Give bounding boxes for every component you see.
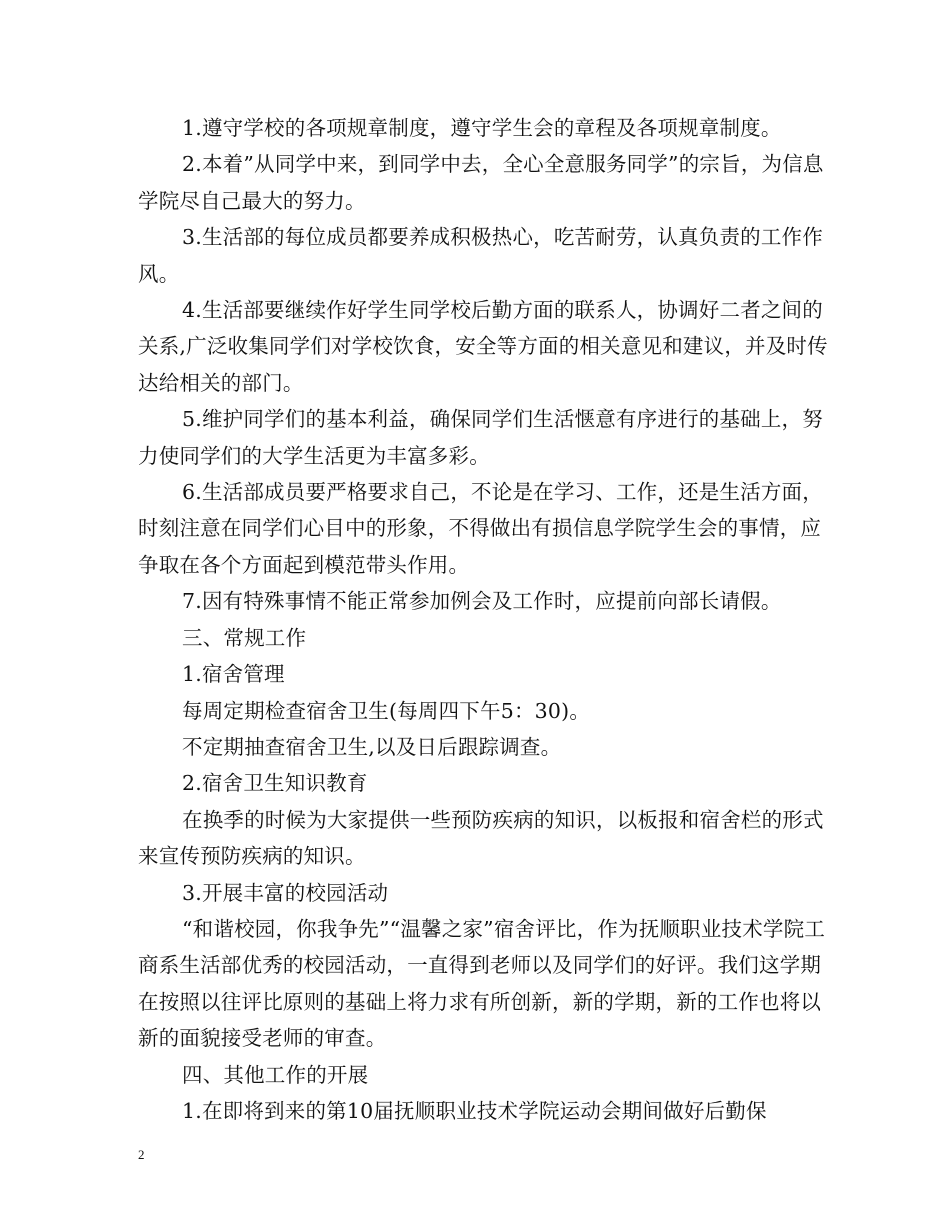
section-heading-routine-work: 三、常规工作 [182,625,307,650]
subheading-hygiene-education: 2.宿舍卫生知识教育 [182,771,368,796]
rule-1-paragraph: 1.遵守学校的各项规章制度，遵守学生会的章程及各项规章制度。 [182,116,782,140]
rule-6-paragraph: 6.生活部成员要严格要求自己，不论是在学习、工作，还是生活方面，时刻注意在同学们心目中的形象，不得做出有损信息学院学生会的事情，应争取在各个方面起到模范带头作用。 [138,480,823,577]
spot-check-paragraph: 不定期抽查宿舍卫生,以及日后跟踪调查。 [182,734,562,759]
subheading-campus-activities: 3.开展丰富的校园活动 [182,880,389,905]
section-heading-other-work: 四、其他工作的开展 [182,1062,369,1087]
rule-3-paragraph: 3.生活部的每位成员都要养成积极热心，吃苦耐劳，认真负责的工作作风。 [138,225,823,286]
sports-meet-paragraph: 1.在即将到来的第10届抚顺职业技术学院运动会期间做好后勤保 [182,1098,767,1123]
dorm-inspection-paragraph: 每周定期检查宿舍卫生(每周四下午5：30)。 [182,698,591,723]
subheading-dorm-management: 1.宿舍管理 [182,662,285,687]
page-number: 2 [138,1147,145,1162]
rule-7-paragraph: 7.因有特殊事情不能正常参加例会及工作时，应提前向部长请假。 [182,589,782,614]
rule-4-paragraph: 4.生活部要继续作好学生同学校后勤方面的联系人，协调好二者之间的关系,广泛收集同学们对学校饮食，安全等方面的相关意见和建议，并及时传达给相关的部门。 [138,298,828,395]
rule-5-paragraph: 5.维护同学们的基本利益，确保同学们生活惬意有序进行的基础上，努力使同学们的大学生活更为丰富多彩。 [138,407,823,468]
hygiene-education-paragraph: 在换季的时候为大家提供一些预防疾病的知识，以板报和宿舍栏的形式来宣传预防疾病的知识。 [138,807,824,869]
campus-activities-paragraph: “和谐校园，你我争先”“温馨之家”宿舍评比，作为抚顺职业技术学院工商系生活部优秀的校园活动，一直得到老师以及同学们的好评。我们这学期在按照以往评比原则的基础上将力求有所创新，新的学期，新的工作也将以新的面貌接受老师的审查。 [138,916,826,1051]
document-body [138,110,838,1129]
rule-2-paragraph: 2.本着”从同学中来，到同学中去，全心全意服务同学”的宗旨，为信息学院尽自己最大的努力。 [138,152,824,213]
